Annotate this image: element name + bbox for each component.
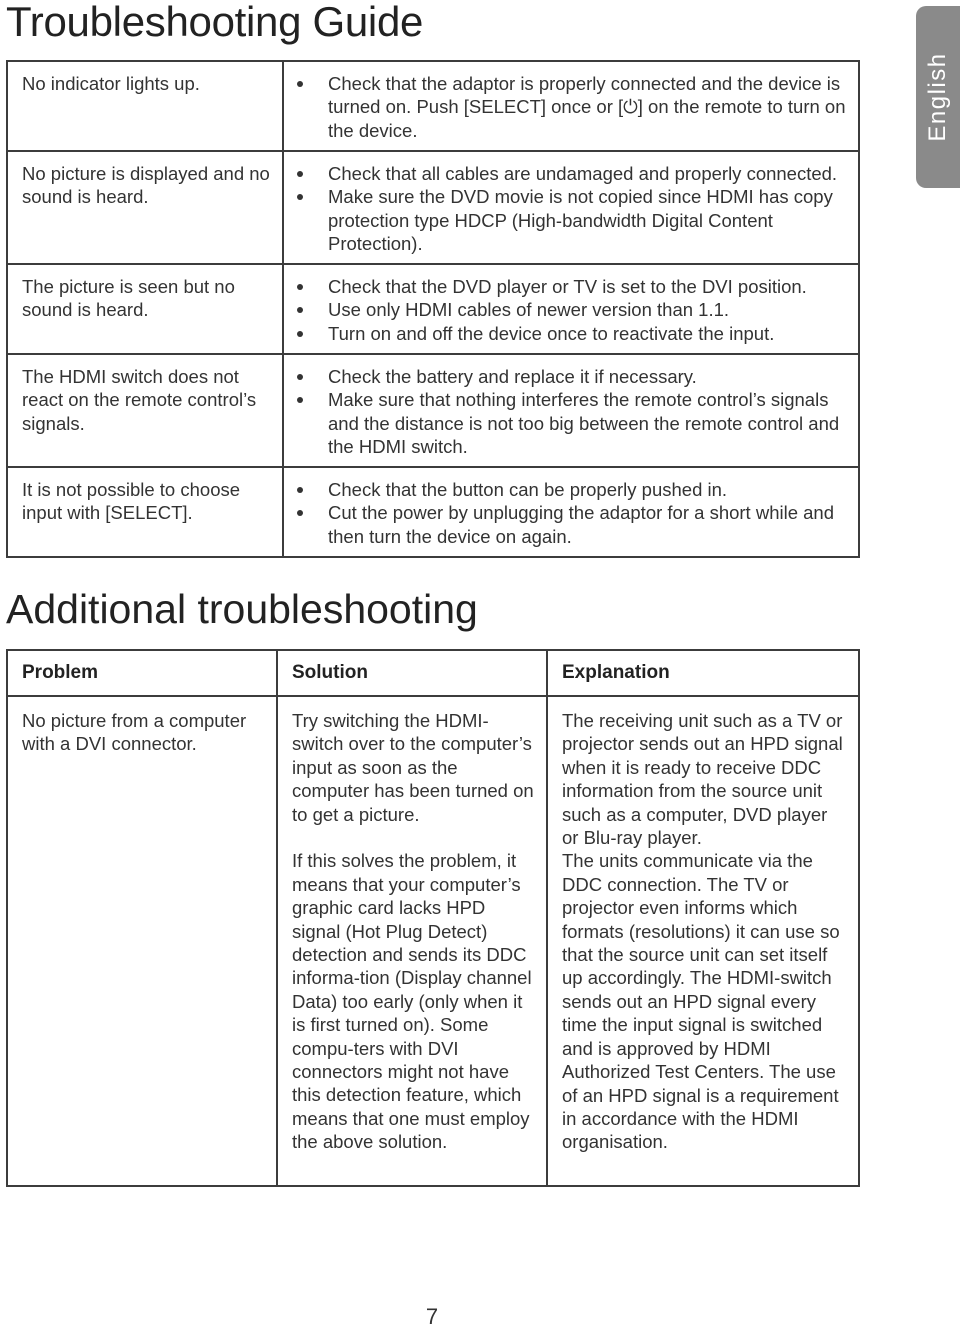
- solution-cell: [283, 354, 859, 467]
- problem-cell: It is not possible to choose input with [SELECT].: [7, 467, 283, 557]
- solution-cell: [277, 696, 547, 1186]
- solution-cell: [283, 151, 859, 264]
- solution-cell: [283, 467, 859, 557]
- troubleshooting-table: [6, 60, 860, 558]
- solution-cell: [283, 61, 859, 151]
- section-title: Additional troubleshooting: [6, 586, 478, 632]
- solution-item: Cut the power by unplugging the adaptor for a short while and then turn the device on again.: [286, 501, 850, 548]
- page-number: 7: [425, 1304, 439, 1329]
- header-solution: Solution: [277, 650, 547, 696]
- solution-item: Make sure that nothing interferes the remote control’s signals and the distance is not too big between the remote control and the HDMI switch.: [286, 388, 850, 458]
- solution-cell: [283, 264, 859, 354]
- header-explanation: Explanation: [547, 650, 859, 696]
- solution-paragraph: If this solves the problem, it means that your computer’s graphic card lacks HPD signal (Hot Plug Detect) detection and sends its DDC informa-tion (Display channel Data) too early (only when it is first turned on). Some compu-ters with DVI connectors might not have this detection feature, which means that one must employ the above solution.: [292, 850, 532, 1153]
- language-label: English: [924, 52, 951, 142]
- problem-cell: No picture is displayed and no sound is heard.: [7, 151, 283, 264]
- problem-cell: No picture from a computer with a DVI connector.: [7, 696, 277, 1186]
- solution-item: Check that all cables are undamaged and properly connected.: [286, 162, 850, 185]
- solution-item: Check that the DVD player or TV is set to the DVI position.: [286, 275, 850, 298]
- explanation-paragraph: The receiving unit such as a TV or projector sends out an HPD signal when it is ready to receive DDC information from the source unit such as a computer, DVD player or Blu-ray player.: [562, 710, 843, 849]
- table-row: [7, 264, 859, 354]
- problem-cell: The picture is seen but no sound is heard.: [7, 264, 283, 354]
- solution-item: Check that the adaptor is properly connected and the device is turned on. Push [SELECT] once or [⏻] on the remote to turn on the device.: [286, 72, 850, 142]
- solution-item: Check that the button can be properly pushed in.: [286, 478, 850, 501]
- problem-cell: No indicator lights up.: [7, 61, 283, 151]
- solution-item: Check the battery and replace it if necessary.: [286, 365, 850, 388]
- solution-item: Turn on and off the device once to reactivate the input.: [286, 322, 850, 345]
- table-row: [7, 354, 859, 467]
- table-row: [7, 696, 859, 1186]
- page-title: Troubleshooting Guide: [6, 0, 424, 45]
- table-row: [7, 151, 859, 264]
- table-row: [7, 467, 859, 557]
- language-tab: [916, 6, 960, 188]
- table-row: [7, 61, 859, 151]
- explanation-paragraph: The units communicate via the DDC connection. The TV or projector even informs which formats (resolutions) it can use so that the source unit can set itself up accordingly. The HDMI-switch sends out an HPD signal every time the input signal is switched and is approved by HDMI Authorized Test Centers. The use of an HPD signal is a requirement in accordance with the HDMI organisation.: [562, 850, 840, 1153]
- explanation-cell: [547, 696, 859, 1186]
- header-problem: Problem: [7, 650, 277, 696]
- solution-item: Make sure the DVD movie is not copied since HDMI has copy protection type HDCP (High-bandwidth Digital Content Protection).: [286, 185, 850, 255]
- solution-paragraph: Try switching the HDMI-switch over to the computer’s input as soon as the computer has been turned on to get a picture.: [292, 710, 534, 825]
- problem-cell: The HDMI switch does not react on the remote control’s signals.: [7, 354, 283, 467]
- additional-troubleshooting-table: [6, 649, 860, 1187]
- solution-item: Use only HDMI cables of newer version than 1.1.: [286, 298, 850, 321]
- header-row: [7, 650, 859, 696]
